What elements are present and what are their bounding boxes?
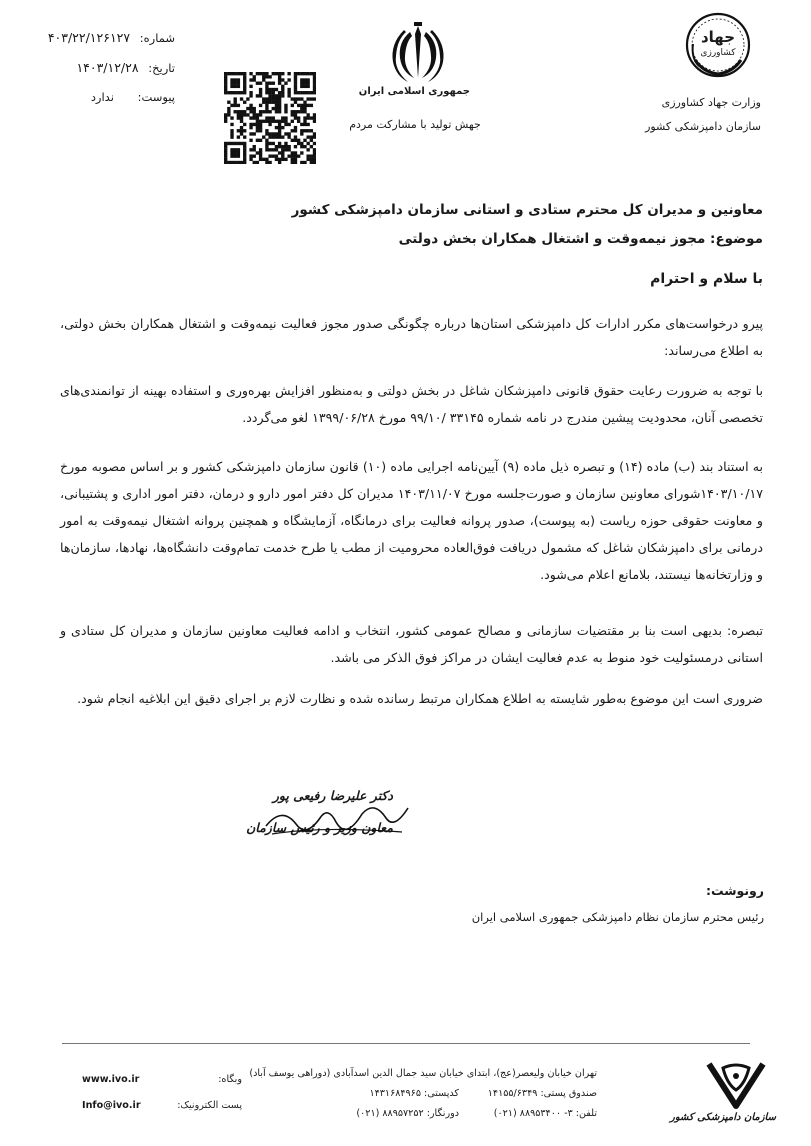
footer-pobox: صندوق پستی: ۱۴۱۵۵/۶۳۴۹: [487, 1088, 597, 1099]
letter-attachment-value: ندارد: [90, 90, 114, 104]
letter-paragraph-3: به استناد بند (ب) ماده (۱۴) و تبصره ذیل ماده (۹) آیین‌نامه اجرایی ماده (۱۰) قانون سازمان دامپزشکی کشور و بر اساس مصوبه مورخ ۱۴۰۳/۱۰/۱۷شورای معاونین سازمان و صورت‌جلسه مورخ ۱۴۰۳/۱۱/۰۷ مدیران کل دفتر امور دارو و درمان، دفتر امور اداری و پشتیبانی، و معاونت حقوقی حوزه ریاست (به پیوست)، صدور پروانه فعالیت برای درمانگاه، آزمایشگاه و همچنین پروانه اشتغال نیمه‌وقت به امور درمانی برای دامپزشکان شاغل که مشمول دریافت فوق‌العاده محرومیت از مطب یا طرح خدمت تمام‌وقت دانشگاه‌ها، نهادها، سازمان‌ها و وزارتخانه‌ها نیستند، بلامانع اعلام می‌شود.: [60, 459, 764, 582]
ministry-logo: [683, 10, 753, 80]
footer-website-row: [82, 1074, 242, 1085]
signer-title: معاون وزیر و رئیس سازمان: [246, 820, 393, 835]
footer-website-label: وبگاه:: [218, 1074, 242, 1085]
footer-address: تهران خیابان ولیعصر(عج)، ابتدای خیابان سید جمال الدین اسدآبادی (دوراهی یوسف آباد): [249, 1068, 597, 1079]
qr-code: [224, 72, 316, 164]
letter-addressee: معاونین و مدیران کل محترم ستادی و استانی سازمان دامپزشکی کشور: [291, 202, 763, 218]
letter-paragraph-2: با توجه به ضرورت رعایت حقوق قانونی دامپزشکان شاغل در بخش دولتی و به‌منظور افزایش بهره‌وری و استفاده بهینه از توانمندی‌های تخصصی آنان، محدودیت پیشین مندرج در نامه شماره ۳۳۱۴۵ /۹۹/۱۰ مورخ ۱۳۹۹/۰۶/۲۸ لغو می‌گردد.: [60, 383, 763, 425]
letter-date-value: ۱۴۰۳/۱۲/۲۸: [76, 60, 139, 75]
letter-paragraph-1: پیرو درخواست‌های مکرر ادارات کل دامپزشکی استان‌ها درباره چگونگی صدور مجوز فعالیت نیمه‌وقت و اشتغال همکاران بخش دولتی، به اطلاع می‌رساند:: [60, 316, 763, 358]
letter-paragraph-5: ضروری است این موضوع به‌طور شایسته به اطلاع همکاران مرتبط رسانده شده و نظارت لازم بر اجرای دقیق این ابلاغیه انجام شود.: [77, 691, 763, 706]
footer-phone: تلفن: ۳- ۸۸۹۵۳۴۰۰ (۰۲۱): [493, 1108, 597, 1119]
footer-email-label: پست الکترونیک:: [177, 1100, 242, 1111]
slogan: جهش تولید با مشارکت مردم: [349, 118, 481, 131]
letter-subject: موضوع: مجوز نیمه‌وقت و اشتغال همکاران بخش دولتی: [398, 231, 763, 247]
iran-emblem-icon: [388, 22, 448, 84]
footer-email[interactable]: Info@ivo.ir: [82, 1100, 141, 1111]
letter-greeting: با سلام و احترام: [650, 271, 763, 287]
letter-attachment-row: [91, 90, 175, 104]
footer-email-row: [82, 1100, 242, 1111]
ministry-logo-text-bottom: کشاورزی: [700, 48, 736, 58]
footer-fax: دورنگار: ۸۸۹۵۷۲۵۲ (۰۲۱): [356, 1108, 459, 1119]
footer-website[interactable]: www.ivo.ir: [82, 1074, 140, 1085]
letter-number-value: ۴۰۳/۲۲/۱۲۶۱۲۷: [47, 30, 131, 45]
emblem-caption: جمهوری اسلامی ایران: [358, 86, 470, 97]
org-name: سازمان دامپزشکی کشور: [645, 120, 761, 133]
cc-title: رونوشت:: [705, 883, 764, 898]
letter-number-row: [48, 30, 175, 45]
footer-divider: [62, 1043, 750, 1044]
signer-name: دکتر علیرضا رفیعی پور: [272, 788, 393, 803]
letter-attachment-label: پیوست:: [137, 90, 175, 104]
letter-number-label: شماره:: [139, 31, 175, 45]
ministry-logo-text-top: جهاد: [700, 28, 736, 46]
ministry-name: وزارت جهاد کشاورزی: [661, 96, 761, 109]
org-logo-caption: سازمان دامپزشکی کشور: [669, 1112, 776, 1123]
cc-recipient: رئیس محترم سازمان نظام دامپزشکی جمهوری اسلامی ایران: [471, 910, 764, 924]
letter-date-label: تاریخ:: [148, 61, 175, 75]
org-logo-icon: [705, 1060, 767, 1112]
letter-date-row: [76, 60, 175, 75]
handwritten-signature: [262, 796, 412, 846]
footer-postal-code: کدپستی: ۱۴۳۱۶۸۴۹۶۵: [369, 1088, 459, 1099]
letter-paragraph-4: تبصره: بدیهی است بنا بر مقتضیات سازمانی و مصالح عمومی کشور، انتخاب و ادامه فعالیت معاونین سازمان و مدیران کل ستادی و استانی درمسئولیت خود منوط به عدم فعالیت ایشان در مراکز فوق الذکر می باشد.: [60, 623, 763, 665]
